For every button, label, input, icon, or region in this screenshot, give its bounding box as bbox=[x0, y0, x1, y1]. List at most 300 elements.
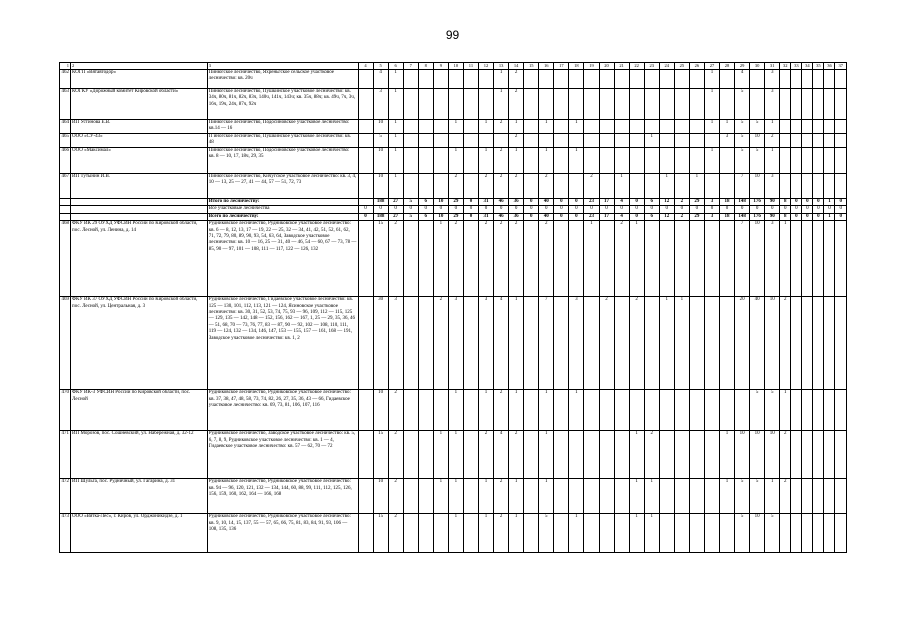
value-cell bbox=[614, 431, 629, 479]
value-cell: 1 bbox=[494, 89, 509, 120]
value-cell: 1 bbox=[765, 148, 780, 174]
value-cell bbox=[433, 174, 448, 199]
value-cell: 10 bbox=[373, 479, 388, 514]
value-cell: 8 bbox=[780, 213, 791, 220]
value-cell bbox=[358, 148, 373, 174]
value-cell: 1 bbox=[448, 148, 463, 174]
value-cell: 1 bbox=[433, 221, 448, 297]
value-cell bbox=[791, 89, 802, 120]
value-cell bbox=[554, 297, 569, 390]
value-cell bbox=[584, 390, 599, 431]
row-number: 472 bbox=[60, 479, 71, 514]
value-cell: 2 bbox=[629, 297, 644, 390]
value-cell: 2 bbox=[494, 221, 509, 297]
location-cell: Пинюгское лесничество, Яхреньгское сельское участковое лесничество: кв. 20ч bbox=[207, 70, 358, 89]
value-cell: 1 bbox=[629, 221, 644, 297]
value-cell: 31 bbox=[479, 199, 494, 206]
value-cell: 0 bbox=[433, 206, 448, 213]
value-cell: 1 bbox=[448, 431, 463, 479]
value-cell bbox=[824, 221, 835, 297]
value-cell bbox=[704, 514, 719, 553]
column-number-cell: 22 bbox=[629, 63, 644, 70]
value-cell bbox=[674, 390, 689, 431]
value-cell: 0 bbox=[524, 199, 539, 206]
value-cell bbox=[403, 148, 418, 174]
organization-cell: ФКУ ИК 37 ОУХД УФСИН России по Кировской области, пос. Лесной, ул. Центральная, д. 3 bbox=[71, 297, 208, 390]
column-number-cell: 15 bbox=[524, 63, 539, 70]
value-cell: 5 bbox=[765, 514, 780, 553]
value-cell bbox=[448, 70, 463, 89]
column-number-cell: 17 bbox=[554, 63, 569, 70]
value-cell bbox=[403, 221, 418, 297]
value-cell bbox=[835, 70, 847, 89]
column-number-cell: 37 bbox=[835, 63, 847, 70]
value-cell bbox=[614, 120, 629, 134]
value-cell bbox=[813, 70, 824, 89]
value-cell bbox=[750, 89, 765, 120]
value-cell: 36 bbox=[509, 213, 524, 220]
value-cell: 1 bbox=[704, 148, 719, 174]
value-cell bbox=[659, 89, 674, 120]
value-cell: 4 bbox=[494, 431, 509, 479]
value-cell bbox=[659, 390, 674, 431]
value-cell bbox=[644, 89, 659, 120]
value-cell bbox=[599, 89, 614, 120]
value-cell bbox=[835, 174, 847, 199]
value-cell: 1 bbox=[509, 479, 524, 514]
value-cell: 1 bbox=[539, 120, 554, 134]
column-number-cell: 8 bbox=[418, 63, 433, 70]
value-cell: 1 bbox=[388, 148, 403, 174]
value-cell bbox=[674, 479, 689, 514]
value-cell: 0 bbox=[463, 199, 478, 206]
value-cell bbox=[824, 174, 835, 199]
value-cell: 1 bbox=[629, 514, 644, 553]
value-cell bbox=[358, 431, 373, 479]
value-cell: 29 bbox=[448, 213, 463, 220]
value-cell: 2 bbox=[780, 431, 791, 479]
value-cell bbox=[813, 514, 824, 553]
value-cell: 4 bbox=[494, 297, 509, 390]
value-cell bbox=[463, 514, 478, 553]
value-cell bbox=[835, 120, 847, 134]
value-cell bbox=[735, 390, 750, 431]
value-cell bbox=[463, 70, 478, 89]
value-cell bbox=[403, 89, 418, 120]
value-cell bbox=[403, 70, 418, 89]
column-number-cell: 12 bbox=[479, 63, 494, 70]
value-cell bbox=[824, 148, 835, 174]
value-cell: 31 bbox=[479, 213, 494, 220]
value-cell: 2 bbox=[509, 70, 524, 89]
value-cell bbox=[569, 221, 584, 297]
value-cell: 2 bbox=[388, 390, 403, 431]
column-number-cell: 1 bbox=[60, 63, 71, 70]
location-cell: Рудниковское лесничество, Гидаевское участковое лесничество: кв. 125 — 130, 101, 112, 113, 121 — 124, Ясиновское участковое лесничество: кв. 30, 31, 52, 53, 74, 75, 93 — 96, 109, 112 — 115, 125 — 129, 135 — 142, 148 — 152, 156, 162 — 167, 1, 25 — 29, 35, 36, 46 — 51, 68, 70 — 73, 76, 77, 83 — 87, 90 — 92, 102 — 108, 110, 111, 119 — 124, 132 — 134, 146, 147, 153 — 155, 157 — 161, 168 — 191, Заводское участковое лесничество: кв. 1, 2 bbox=[207, 297, 358, 390]
value-cell bbox=[791, 390, 802, 431]
row-number bbox=[60, 199, 71, 206]
value-cell bbox=[479, 70, 494, 89]
value-cell bbox=[614, 89, 629, 120]
value-cell: 5 bbox=[735, 134, 750, 148]
value-cell bbox=[689, 120, 704, 134]
organization-cell: ООО «Вятка-Лес», г. Киров, ул. Орджоникидзе, д. 1 bbox=[71, 514, 208, 553]
value-cell bbox=[463, 431, 478, 479]
value-cell: 2 bbox=[599, 297, 614, 390]
value-cell: 1 bbox=[448, 120, 463, 134]
value-cell: 10 bbox=[373, 174, 388, 199]
value-cell bbox=[524, 174, 539, 199]
column-number-cell: 7 bbox=[403, 63, 418, 70]
value-cell: 17 bbox=[599, 199, 614, 206]
value-cell bbox=[674, 221, 689, 297]
value-cell bbox=[689, 89, 704, 120]
value-cell: 0 bbox=[599, 206, 614, 213]
value-cell: 10 bbox=[765, 297, 780, 390]
value-cell: 23 bbox=[584, 199, 599, 206]
value-cell bbox=[433, 89, 448, 120]
value-cell: 2 bbox=[614, 221, 629, 297]
row-number: 466 bbox=[60, 148, 71, 174]
value-cell: 1 bbox=[479, 120, 494, 134]
value-cell bbox=[418, 89, 433, 120]
location-cell: Пинюгское лесничество, Кичугское участковое лесничество: кв. 3, 4, 10 — 13, 25 — 27, 41 — 44, 57 — 51, 72, 73 bbox=[207, 174, 358, 199]
value-cell bbox=[659, 120, 674, 134]
value-cell bbox=[539, 134, 554, 148]
value-cell: 6 bbox=[644, 199, 659, 206]
value-cell: 0 bbox=[569, 199, 584, 206]
value-cell: 1 bbox=[824, 213, 835, 220]
value-cell: 1 bbox=[614, 174, 629, 199]
column-number-cell: 9 bbox=[433, 63, 448, 70]
column-number-cell: 32 bbox=[780, 63, 791, 70]
value-cell bbox=[614, 390, 629, 431]
value-cell: 5 bbox=[750, 390, 765, 431]
value-cell: 1 bbox=[780, 390, 791, 431]
value-cell bbox=[791, 221, 802, 297]
row-number: 467 bbox=[60, 174, 71, 199]
value-cell bbox=[433, 148, 448, 174]
value-cell bbox=[720, 390, 735, 431]
value-cell bbox=[659, 221, 674, 297]
value-cell bbox=[433, 120, 448, 134]
value-cell bbox=[689, 479, 704, 514]
value-cell: 0 bbox=[554, 199, 569, 206]
value-cell bbox=[599, 134, 614, 148]
value-cell bbox=[704, 297, 719, 390]
location-cell: Рудниковское лесничество, Рудниковское участковое лесничество: кв. 6 — 8, 12, 13, 17 — 19, 22 — 25, 32 — 34, 41, 42, 51, 52, 61, 62, 71, 72, 79, 80, 89, 90, 93, 54, 63, 64, Заводское участковое лесничество: кв. 10 — 16, 25 — 31, 40 — 46, 54 — 60, 67 — 73, 78 — 85, 90 — 97, 101 — 108, 111 — 117, 122 — 126, 132 bbox=[207, 221, 358, 297]
value-cell: 0 bbox=[802, 199, 813, 206]
table-row bbox=[60, 89, 847, 120]
value-cell: 3 bbox=[765, 221, 780, 297]
value-cell: 0 bbox=[644, 206, 659, 213]
value-cell bbox=[584, 479, 599, 514]
value-cell: 0 bbox=[735, 206, 750, 213]
value-cell: 15 bbox=[373, 431, 388, 479]
value-cell: 2 bbox=[494, 174, 509, 199]
value-cell bbox=[791, 514, 802, 553]
value-cell bbox=[674, 134, 689, 148]
value-cell bbox=[358, 70, 373, 89]
value-cell bbox=[644, 221, 659, 297]
value-cell: 1 bbox=[479, 390, 494, 431]
value-cell bbox=[403, 390, 418, 431]
location-cell: Рудниковское лесничество, Рудниковское участковое лесничество: кв. 37, 38, 47, 48, 58, 73, 74, 82, 26, 27, 35, 36, 43 — 66, Гидаевское участковое лесничество: кв. 69, 73, 81, 106, 107, 116 bbox=[207, 390, 358, 431]
value-cell: 3 bbox=[704, 199, 719, 206]
value-cell: 2 bbox=[674, 213, 689, 220]
value-cell: 0 bbox=[750, 206, 765, 213]
value-cell bbox=[554, 221, 569, 297]
value-cell bbox=[780, 174, 791, 199]
table-row bbox=[60, 431, 847, 479]
value-cell bbox=[358, 199, 373, 206]
value-cell: 0 bbox=[373, 206, 388, 213]
value-cell bbox=[569, 70, 584, 89]
value-cell bbox=[802, 89, 813, 120]
value-cell: 27 bbox=[388, 213, 403, 220]
value-cell: 4 bbox=[373, 70, 388, 89]
value-cell bbox=[358, 89, 373, 120]
value-cell: 2 bbox=[388, 431, 403, 479]
value-cell bbox=[433, 514, 448, 553]
value-cell bbox=[674, 514, 689, 553]
value-cell: 10 bbox=[750, 514, 765, 553]
value-cell bbox=[358, 134, 373, 148]
value-cell: 0 bbox=[569, 206, 584, 213]
value-cell: 0 bbox=[689, 206, 704, 213]
value-cell: 0 bbox=[765, 206, 780, 213]
value-cell: 1 bbox=[479, 514, 494, 553]
value-cell: 1 bbox=[629, 479, 644, 514]
value-cell: 4 bbox=[614, 199, 629, 206]
value-cell: 0 bbox=[479, 206, 494, 213]
value-cell: 1 bbox=[720, 431, 735, 479]
value-cell bbox=[813, 148, 824, 174]
column-number-cell: 4 bbox=[358, 63, 373, 70]
table-row bbox=[60, 390, 847, 431]
table-row bbox=[60, 148, 847, 174]
value-cell: 10 bbox=[765, 431, 780, 479]
value-cell bbox=[479, 89, 494, 120]
value-cell bbox=[835, 148, 847, 174]
value-cell bbox=[463, 390, 478, 431]
value-cell: 3 bbox=[448, 297, 463, 390]
column-number-cell: 14 bbox=[509, 63, 524, 70]
column-number-row bbox=[60, 63, 847, 70]
value-cell bbox=[813, 174, 824, 199]
value-cell: 3 bbox=[373, 89, 388, 120]
value-cell bbox=[659, 514, 674, 553]
value-cell: 2 bbox=[479, 174, 494, 199]
value-cell bbox=[629, 89, 644, 120]
value-cell: 1 bbox=[539, 148, 554, 174]
value-cell bbox=[704, 431, 719, 479]
page-number: 99 bbox=[445, 28, 460, 42]
value-cell bbox=[463, 297, 478, 390]
value-cell bbox=[629, 134, 644, 148]
value-cell bbox=[813, 89, 824, 120]
value-cell bbox=[524, 431, 539, 479]
value-cell bbox=[704, 390, 719, 431]
value-cell bbox=[674, 148, 689, 174]
value-cell bbox=[659, 70, 674, 89]
value-cell bbox=[720, 148, 735, 174]
value-cell bbox=[448, 89, 463, 120]
registry-table bbox=[59, 62, 847, 553]
organization-cell: ИП Шульга, пос. Рудничный, ул. Гагарина, д. 31 bbox=[71, 479, 208, 514]
value-cell: 90 bbox=[765, 199, 780, 206]
value-cell: 0 bbox=[554, 206, 569, 213]
value-cell bbox=[813, 390, 824, 431]
value-cell: 8 bbox=[780, 199, 791, 206]
value-cell bbox=[835, 390, 847, 431]
value-cell: 1 bbox=[765, 479, 780, 514]
table-row bbox=[60, 514, 847, 553]
value-cell bbox=[418, 70, 433, 89]
value-cell: 1 bbox=[539, 479, 554, 514]
value-cell bbox=[614, 134, 629, 148]
value-cell bbox=[554, 174, 569, 199]
summary-row bbox=[60, 213, 847, 220]
value-cell bbox=[835, 89, 847, 120]
value-cell: 1 bbox=[509, 148, 524, 174]
value-cell bbox=[403, 120, 418, 134]
value-cell bbox=[644, 174, 659, 199]
value-cell bbox=[403, 479, 418, 514]
value-cell: 0 bbox=[704, 206, 719, 213]
value-cell: 1 bbox=[539, 390, 554, 431]
summary-label: Все участковые лесничества bbox=[207, 206, 358, 213]
value-cell bbox=[720, 221, 735, 297]
value-cell bbox=[599, 148, 614, 174]
value-cell: 90 bbox=[765, 213, 780, 220]
value-cell: 5 bbox=[403, 213, 418, 220]
value-cell bbox=[554, 120, 569, 134]
value-cell bbox=[704, 174, 719, 199]
organization-cell: ФКУ ИК 29 ОУХД УФСИН России по Кировской области, пос. Лесной, ул. Ленина, д. 14 bbox=[71, 221, 208, 297]
value-cell: 10 bbox=[373, 120, 388, 134]
column-number-cell: 6 bbox=[388, 63, 403, 70]
value-cell bbox=[524, 514, 539, 553]
value-cell bbox=[835, 514, 847, 553]
value-cell bbox=[479, 134, 494, 148]
value-cell: 2 bbox=[509, 431, 524, 479]
value-cell: 2 bbox=[448, 174, 463, 199]
value-cell: 0 bbox=[720, 206, 735, 213]
value-cell: 10 bbox=[750, 134, 765, 148]
value-cell bbox=[599, 479, 614, 514]
value-cell bbox=[433, 70, 448, 89]
value-cell: 0 bbox=[824, 206, 835, 213]
value-cell bbox=[629, 174, 644, 199]
value-cell bbox=[614, 514, 629, 553]
value-cell: 2 bbox=[509, 174, 524, 199]
value-cell: 2 bbox=[780, 479, 791, 514]
value-cell: 6 bbox=[418, 213, 433, 220]
value-cell bbox=[689, 431, 704, 479]
value-cell: 2 bbox=[644, 431, 659, 479]
value-cell bbox=[418, 221, 433, 297]
value-cell: 3 bbox=[765, 89, 780, 120]
value-cell bbox=[629, 70, 644, 89]
value-cell bbox=[463, 89, 478, 120]
value-cell bbox=[813, 479, 824, 514]
organization-cell: ФКУ ИК-3 УФСИН России по Кировской области, пос. Лесной bbox=[71, 390, 208, 431]
row-number bbox=[60, 213, 71, 220]
value-cell: 2 bbox=[494, 479, 509, 514]
organization-cell bbox=[71, 206, 208, 213]
value-cell bbox=[835, 297, 847, 390]
value-cell: 1 bbox=[433, 479, 448, 514]
value-cell bbox=[463, 134, 478, 148]
value-cell bbox=[584, 148, 599, 174]
value-cell bbox=[689, 134, 704, 148]
value-cell: 1 bbox=[569, 148, 584, 174]
value-cell: 5 bbox=[735, 148, 750, 174]
row-number: 465 bbox=[60, 134, 71, 148]
value-cell bbox=[802, 390, 813, 431]
value-cell: 0 bbox=[524, 206, 539, 213]
value-cell bbox=[554, 89, 569, 120]
value-cell: 0 bbox=[358, 206, 373, 213]
value-cell bbox=[835, 479, 847, 514]
value-cell: 0 bbox=[791, 213, 802, 220]
value-cell bbox=[644, 297, 659, 390]
value-cell bbox=[358, 479, 373, 514]
value-cell bbox=[569, 431, 584, 479]
value-cell: 0 bbox=[494, 206, 509, 213]
value-cell bbox=[791, 120, 802, 134]
value-cell bbox=[824, 120, 835, 134]
value-cell: 0 bbox=[614, 206, 629, 213]
value-cell bbox=[418, 431, 433, 479]
row-number: 471 bbox=[60, 431, 71, 479]
value-cell bbox=[599, 221, 614, 297]
value-cell: 5 bbox=[735, 514, 750, 553]
value-cell bbox=[599, 431, 614, 479]
value-cell: 176 bbox=[750, 213, 765, 220]
column-number-cell: 3 bbox=[207, 63, 358, 70]
value-cell bbox=[403, 514, 418, 553]
value-cell: 2 bbox=[765, 134, 780, 148]
value-cell: 0 bbox=[524, 213, 539, 220]
value-cell: 18 bbox=[720, 213, 735, 220]
column-number-cell: 19 bbox=[584, 63, 599, 70]
value-cell: 1 bbox=[644, 514, 659, 553]
value-cell: 20 bbox=[735, 297, 750, 390]
value-cell bbox=[824, 431, 835, 479]
value-cell bbox=[824, 134, 835, 148]
value-cell: 2 bbox=[674, 199, 689, 206]
value-cell: 0 bbox=[629, 206, 644, 213]
value-cell bbox=[802, 120, 813, 134]
value-cell bbox=[720, 174, 735, 199]
value-cell: 4 bbox=[735, 70, 750, 89]
value-cell: 0 bbox=[358, 213, 373, 220]
value-cell bbox=[835, 431, 847, 479]
value-cell: 1 bbox=[720, 120, 735, 134]
column-number-cell: 20 bbox=[599, 63, 614, 70]
value-cell: 5 bbox=[750, 148, 765, 174]
value-cell: 10 bbox=[373, 390, 388, 431]
value-cell: 3 bbox=[704, 213, 719, 220]
value-cell bbox=[524, 390, 539, 431]
row-number: 473 bbox=[60, 514, 71, 553]
value-cell: 36 bbox=[509, 199, 524, 206]
column-number-cell: 30 bbox=[750, 63, 765, 70]
value-cell bbox=[791, 134, 802, 148]
value-cell: 1 bbox=[448, 479, 463, 514]
